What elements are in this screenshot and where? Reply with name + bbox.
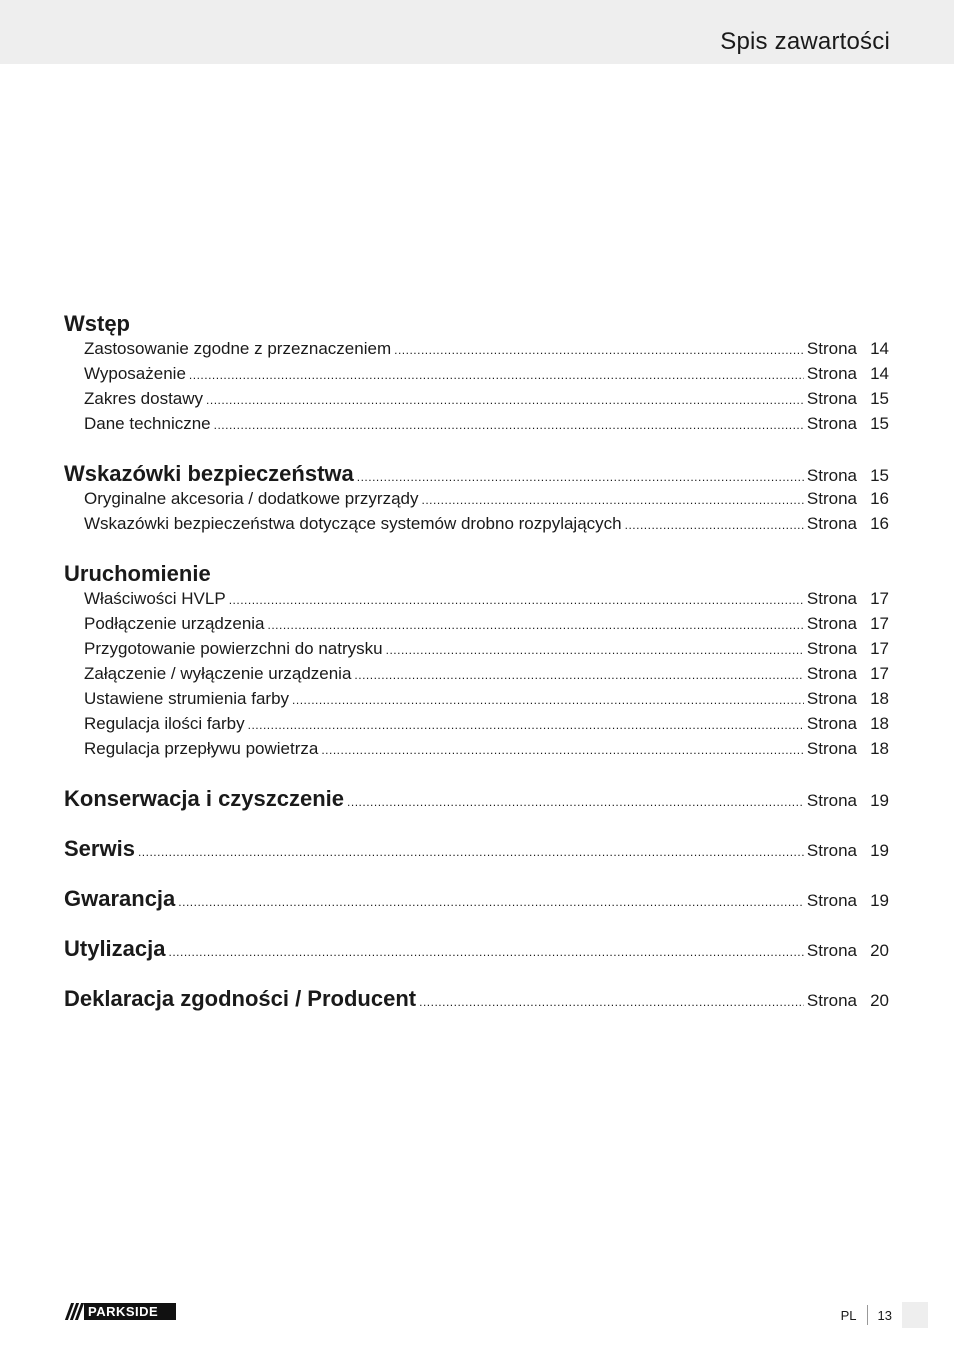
page-footer (841, 1302, 928, 1328)
dot-leader (138, 840, 804, 865)
toc-entry[interactable] (64, 686, 889, 711)
toc-entry-title: Właściwości HVLP (84, 589, 226, 608)
page-label: Strona (806, 414, 857, 433)
toc-section[interactable] (64, 836, 889, 861)
page-label: Strona (806, 991, 857, 1010)
toc-entry-title: Dane techniczne (84, 414, 211, 433)
header-band (0, 0, 954, 64)
toc-spacer (64, 761, 889, 786)
toc-entry[interactable] (64, 486, 889, 511)
dot-leader (229, 588, 804, 613)
dot-leader (292, 688, 804, 713)
dot-leader (189, 363, 804, 388)
dot-leader (178, 890, 804, 915)
dot-leader (357, 465, 804, 490)
dot-leader (354, 663, 803, 688)
toc-page-number: 17 (870, 614, 889, 633)
toc-entry-title: Serwis (64, 836, 135, 861)
toc-page-number: 15 (870, 389, 889, 408)
toc-entry-title: Przygotowanie powierzchni do natrysku (84, 639, 383, 658)
page-label: Strona (806, 639, 857, 658)
toc-page-number: 16 (870, 489, 889, 508)
page-label: Strona (806, 389, 857, 408)
toc-page-number: 19 (870, 791, 889, 810)
toc-entry-title: Podłączenie urządzenia (84, 614, 265, 633)
toc-entry[interactable] (64, 736, 889, 761)
page-label: Strona (806, 589, 857, 608)
dot-leader (625, 513, 804, 538)
logo-stripes-icon (64, 1303, 84, 1320)
toc-page-number: 18 (870, 714, 889, 733)
page-label: Strona (806, 514, 857, 533)
toc-entry-title: Wskazówki bezpieczeństwa dotyczące systemów drobno rozpylających (84, 514, 622, 533)
toc-entry[interactable] (64, 611, 889, 636)
page-label: Strona (806, 364, 857, 383)
page-label: Strona (806, 714, 857, 733)
page-tab-marker (902, 1302, 928, 1328)
toc-entry-title: Gwarancja (64, 886, 176, 911)
toc-page-number: 17 (870, 664, 889, 683)
parkside-logo (64, 1303, 176, 1320)
toc-entry-title: Regulacja przepływu powietrza (84, 739, 319, 758)
toc-entry-title: Utylizacja (64, 936, 166, 961)
logo-brand-text: PARKSIDE (88, 1304, 159, 1319)
page-label: Strona (806, 941, 857, 960)
toc-spacer (64, 536, 889, 561)
dot-leader (419, 990, 804, 1015)
toc-entry-title: Uruchomienie (64, 561, 211, 586)
toc-entry-title: Oryginalne akcesoria / dodatkowe przyrządy (84, 489, 419, 508)
dot-leader (206, 388, 804, 413)
page-label: Strona (806, 791, 857, 810)
toc-page-number: 15 (870, 414, 889, 433)
toc-entry[interactable] (64, 711, 889, 736)
dot-leader (394, 338, 804, 363)
toc-entry[interactable] (64, 411, 889, 436)
toc-entry[interactable] (64, 586, 889, 611)
page-title: Spis zawartości (720, 28, 890, 55)
toc-page-number: 19 (870, 891, 889, 910)
toc-section[interactable] (64, 561, 889, 586)
toc-entry-title: Załączenie / wyłączenie urządzenia (84, 664, 352, 683)
footer-divider (867, 1305, 868, 1325)
toc-spacer (64, 436, 889, 461)
toc-page-number: 20 (870, 941, 889, 960)
toc-page-number: 17 (870, 639, 889, 658)
dot-leader (422, 488, 804, 513)
toc-section[interactable] (64, 786, 889, 811)
page-label: Strona (806, 841, 857, 860)
toc-entry-title: Wyposażenie (84, 364, 186, 383)
toc-section[interactable] (64, 461, 889, 486)
toc-page-number: 19 (870, 841, 889, 860)
toc-entry-title: Wskazówki bezpieczeństwa (64, 461, 354, 486)
toc-entry-title: Wstęp (64, 311, 130, 336)
page-number: 13 (877, 1307, 892, 1323)
toc-page-number: 18 (870, 689, 889, 708)
toc-page-number: 14 (870, 339, 889, 358)
toc-page-number: 18 (870, 739, 889, 758)
dot-leader (268, 613, 804, 638)
toc-entry[interactable] (64, 386, 889, 411)
toc-page-number: 14 (870, 364, 889, 383)
page-label: Strona (806, 489, 857, 508)
toc-entry-title: Ustawiene strumienia farby (84, 689, 290, 708)
toc-section[interactable] (64, 311, 889, 336)
toc-entry-title: Zastosowanie zgodne z przeznaczeniem (84, 339, 392, 358)
language-code: PL (840, 1307, 857, 1323)
page-label: Strona (806, 739, 857, 758)
toc-entry-title: Regulacja ilości farby (84, 714, 245, 733)
dot-leader (248, 713, 804, 738)
toc-entry[interactable] (64, 636, 889, 661)
toc-entry-title: Zakres dostawy (84, 389, 204, 408)
page-label: Strona (806, 614, 857, 633)
toc-section[interactable] (64, 986, 889, 1011)
toc-entry[interactable] (64, 361, 889, 386)
toc-page-number: 16 (870, 514, 889, 533)
toc-section[interactable] (64, 936, 889, 961)
toc-page-number: 17 (870, 589, 889, 608)
toc-entry[interactable] (64, 336, 889, 361)
page-label: Strona (806, 689, 857, 708)
dot-leader (386, 638, 804, 663)
toc-entry[interactable] (64, 511, 889, 536)
toc-entry[interactable] (64, 661, 889, 686)
toc-entry-title: Konserwacja i czyszczenie (64, 786, 345, 811)
dot-leader (214, 413, 804, 438)
toc-page-number: 15 (870, 466, 889, 485)
page-label: Strona (806, 891, 857, 910)
page-label: Strona (806, 339, 857, 358)
toc-page-number: 20 (870, 991, 889, 1010)
toc-entry-title: Deklaracja zgodności / Producent (64, 986, 417, 1011)
dot-leader (321, 738, 804, 763)
page-label: Strona (806, 664, 857, 683)
dot-leader (169, 940, 804, 965)
dot-leader (347, 790, 804, 815)
table-of-contents (64, 311, 889, 1011)
toc-section[interactable] (64, 886, 889, 911)
page-label: Strona (806, 466, 857, 485)
